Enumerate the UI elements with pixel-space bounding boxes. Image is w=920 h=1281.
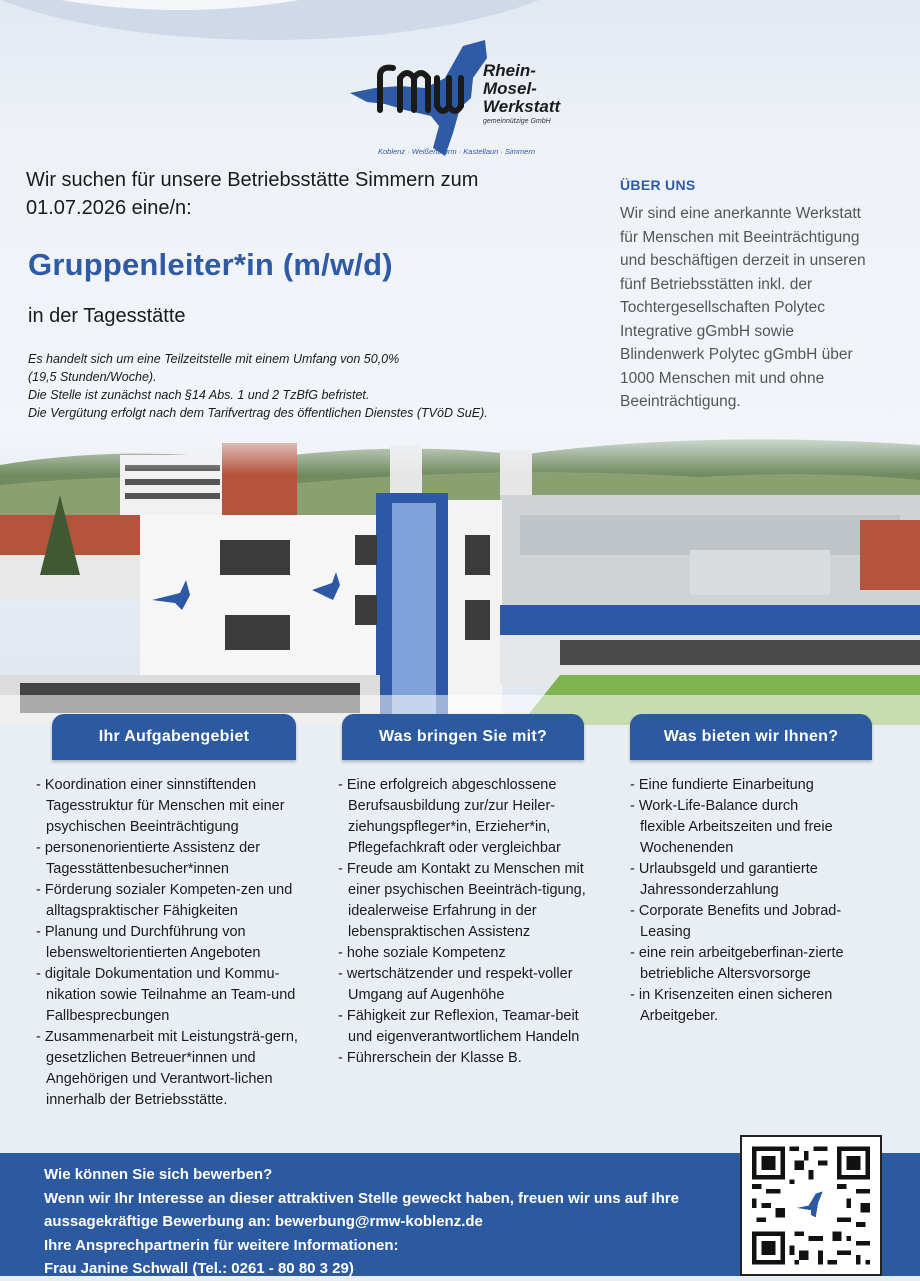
intro-line-2: 01.07.2026 eine/n: <box>26 197 192 219</box>
about-line: Wir sind eine anerkannte Werkstatt <box>620 205 861 222</box>
terms-line: Die Stelle ist zunächst nach §14 Abs. 1 und 2 TzBfG befristet. <box>28 388 370 402</box>
column-heading-benefits <box>630 714 872 760</box>
list-item: - wertschätzender und respekt-voller Umgang auf Augenhöhe <box>338 966 573 1003</box>
list-item: - Förderung sozialer Kompeten-zen und alltagspraktischer Fähigkeiten <box>36 882 293 919</box>
column-heading-text: Was bieten wir Ihnen? <box>663 728 839 745</box>
column-heading-requirements <box>342 714 584 760</box>
column-heading-text: Was bringen Sie mit? <box>378 728 548 745</box>
list-item: - Corporate Benefits und Jobrad-Leasing <box>630 903 842 940</box>
about-heading: ÜBER UNS <box>620 177 696 193</box>
job-title: Gruppenleiter*in (m/w/d) <box>28 247 393 282</box>
logo-name-line-1: Rhein- <box>483 61 536 80</box>
logo-name-line-3: Werkstatt <box>483 97 561 116</box>
list-item: - eine rein arbeitgeberfinan-zierte betriebliche Altersvorsorge <box>630 945 844 982</box>
list-item: - hohe soziale Kompetenz <box>338 945 506 961</box>
list-item: - Führerschein der Klasse B. <box>338 1050 522 1066</box>
benefits-list <box>630 775 845 1027</box>
column-heading-tasks <box>52 714 296 760</box>
tasks-list <box>36 775 318 1111</box>
list-item: - Urlaubsgeld und garantierte Jahressonderzahlung <box>630 861 818 898</box>
job-subtitle: in der Tagesstätte <box>28 305 186 327</box>
list-item: - Zusammenarbeit mit Leistungsträ-gern, gesetzlichen Betreuer*innen und Angehörigen und Verantwort-lichen innerhalb der Betriebsstätte. <box>36 1029 298 1108</box>
about-line: Integrative gGmbH sowie <box>620 322 795 340</box>
list-item: - Work-Life-Balance durch flexible Arbeitszeiten und freie Wochenenden <box>630 798 833 856</box>
list-item: - digitale Dokumentation und Kommu-nikation sowie Teilnahme an Team-und Fallbesprecbungen <box>36 966 296 1024</box>
application-info <box>44 1163 734 1281</box>
about-text <box>620 202 895 414</box>
list-item: - Eine erfolgreich abgeschlossene Berufsausbildung zur/zur Heiler-ziehungspfleger*in, Erzieher*in, Pflegefachkraft oder vergleichbar <box>338 777 561 856</box>
footer-line: Wenn wir Ihr Interesse an dieser attraktiven Stelle geweckt haben, freuen wir uns auf Ihre <box>44 1189 679 1207</box>
list-item: - Eine fundierte Einarbeitung <box>630 777 814 793</box>
photo-fade <box>0 425 920 475</box>
footer-line: Frau Janine Schwall (Tel.: 0261 - 80 80 3 29) <box>44 1260 354 1277</box>
list-item: - Fähigkeit zur Reflexion, Teamar-beit und eigenverantwortlichem Handeln <box>338 1008 580 1045</box>
list-item: - Planung und Durchführung von lebensweltorientierten Angeboten <box>36 924 261 961</box>
logo-name-line-2: Mosel- <box>483 79 537 98</box>
intro-line-1: Wir suchen für unsere Betriebsstätte Simmern zum <box>26 169 479 191</box>
qr-code-icon[interactable] <box>740 1135 882 1276</box>
terms-line: Die Vergütung erfolgt nach dem Tarifvertrag des öffentlichen Dienstes (TVöD SuE). <box>28 406 488 420</box>
column-heading-text: Ihr Aufgabengebiet <box>98 728 250 745</box>
logo-locations: Koblenz · Weißenthurm · Kastellaun · Simmern <box>378 147 536 156</box>
about-line: Tochtergesellschaften Polytec <box>620 299 826 316</box>
terms-line: (19,5 Stunden/Woche). <box>28 370 157 384</box>
requirements-list <box>338 775 590 1069</box>
footer-line: Ihre Ansprechpartnerin für weitere Informationen: <box>44 1236 399 1254</box>
about-line: fünf Betriebsstätten inkl. der <box>620 275 813 293</box>
logo-subtitle: gemeinnützige GmbH <box>483 118 551 125</box>
about-line: Beeinträchtigung. <box>620 393 741 410</box>
list-item: - in Krisenzeiten einen sicheren Arbeitgeber. <box>630 987 833 1024</box>
logo-name <box>483 62 560 116</box>
about-line: Blindenwerk Polytec gGmbH über <box>620 346 853 363</box>
list-item: - Freude am Kontakt zu Menschen mit einer psychischen Beeinträch-tigung, idealerweise Erfahrung in der lebenspraktischen Assistenz <box>338 861 586 940</box>
about-line: und beschäftigen derzeit in unseren <box>620 252 866 269</box>
list-item: - personenorientierte Assistenz der Tagesstättenbesucher*innen <box>36 840 261 877</box>
footer-line: aussagekräftige Bewerbung an: bewerbung@rmw-koblenz.de <box>44 1213 483 1230</box>
employment-terms <box>28 350 588 422</box>
about-line: für Menschen mit Beeinträchtigung <box>620 228 860 246</box>
about-line: 1000 Menschen mit und ohne <box>620 369 825 387</box>
footer-line: Wie können Sie sich bewerben? <box>44 1166 273 1183</box>
qr-code-graphic <box>742 1137 880 1274</box>
list-item: - Koordination einer sinnstiftenden Tagesstruktur für Menschen mit einer psychischen Beeinträchtigung <box>36 777 285 835</box>
terms-line: Es handelt sich um eine Teilzeitstelle mit einem Umfang von 50,0% <box>28 352 400 366</box>
intro-text <box>26 166 546 222</box>
